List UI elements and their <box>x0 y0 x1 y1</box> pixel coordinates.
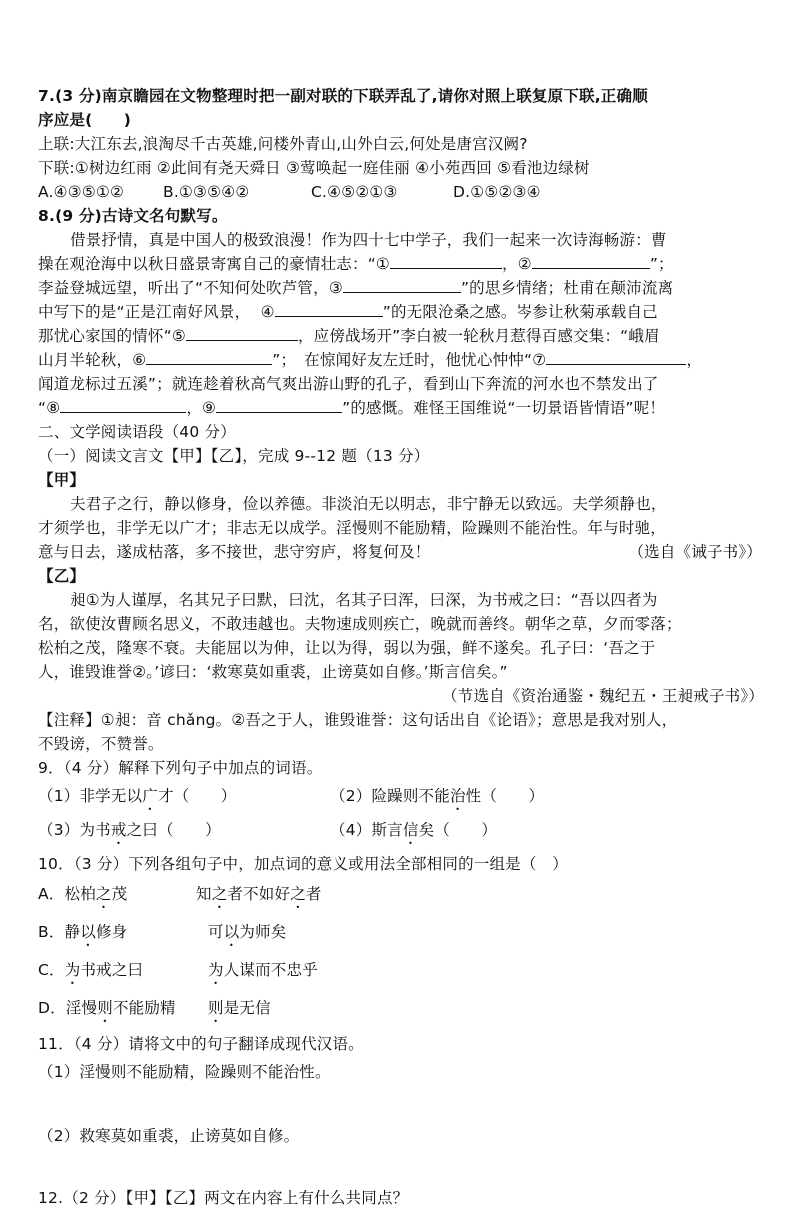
q8-line7: 闻道龙标过五溪”；就连趁着秋高气爽出游山野的孔子，看到山下奔流的河水也不禁发出了 <box>38 375 659 393</box>
q10-option-d: D．淫慢则不能励精 则是无信 <box>38 999 271 1017</box>
q8-line8: “⑧ ，⑨ ”的感慨。难怪王国维说“一切景语皆情语”呢！ <box>38 396 772 420</box>
note-line1: 【注释】①昶：音 chǎng。②吾之于人，谁毁谁誉：这句话出自《论语》；意思是我对别人， <box>38 711 678 729</box>
section-2-title: 二、文学阅读语段（40 分） <box>38 423 236 441</box>
answer-blank-7[interactable] <box>546 348 686 365</box>
answer-blank-5[interactable] <box>186 324 298 341</box>
passage-yi-line4: 人，谁毁谁誉②。’谚曰：‘救寒莫如重裘，止谤莫如自修。’斯言信矣。” <box>38 663 508 681</box>
answer-blank-4[interactable] <box>275 300 383 317</box>
q11-answer-space-2[interactable] <box>38 1148 772 1186</box>
passage-yi-line3: 松柏之茂，隆寒不衰。夫能屈以为伸，让以为得，弱以为强，鲜不遂矣。孔子曰：‘吾之于 <box>38 639 656 657</box>
q8-line4: 中写下的是“正是江南好风景， ④ ”的无限沧桑之感。岑参让秋菊承载自己 <box>38 300 772 324</box>
dotted-word: 信 <box>402 821 419 839</box>
passage-jia-source: （选自《诫子书》） <box>628 543 762 561</box>
q10-option-a: A．松柏之茂 知之者不如好之者 <box>38 885 322 903</box>
passage-yi-label: 【乙】 <box>38 567 86 585</box>
q11-sentence2: （2）救寒莫如重裘，止谤莫如自修。 <box>38 1127 300 1145</box>
q8-line2: 操在观沧海中以秋日盛景寄寓自己的豪情壮志：“① ，② ”； <box>38 252 772 276</box>
q10-option-c: C．为书戒之曰 为人谋而不忠乎 <box>38 961 318 979</box>
q7-option-d: D.①⑤②③④ <box>453 183 541 201</box>
q9-row1: （1）非学无以广才（ ） （2）险躁则不能治性（ ） <box>38 787 545 805</box>
q7-options <box>38 180 772 204</box>
passage-yi-line1: 昶①为人谨厚，名其兄子曰默，曰沈，名其子曰浑，曰深，为书戒之曰：“吾以四者为 <box>70 591 658 609</box>
q10-option-b: B．静以修身 可以为师矣 <box>38 923 287 941</box>
dotted-word: 广 <box>142 787 158 805</box>
q8-line3: 李益登城远望，听出了“不知何处吹芦管，③ ”的思乡情绪；杜甫在颠沛流离 <box>38 276 772 300</box>
q9-row2: （3）为书戒之曰（ ） （4）斯言信矣（ ） <box>38 821 498 839</box>
answer-blank-6[interactable] <box>146 348 272 365</box>
q8-line5: 那忧心家国的情怀“⑤ ，应傍战场开”李白被一轮秋月惹得百感交集：“峨眉 <box>38 324 772 348</box>
q7-option-a: A.④③⑤①② <box>38 183 125 201</box>
answer-blank-8[interactable] <box>60 396 186 413</box>
q8-line6: 山月半轮秋，⑥ ”； 在惊闻好友左迁时，他忧心忡忡“⑦ ， <box>38 348 772 372</box>
passage-jia-line2: 才须学也，非学无以广才；非志无以成学。淫慢则不能励精，险躁则不能治性。年与时驰， <box>38 519 667 537</box>
q7-stem-line1: 7.(3 分)南京瞻园在文物整理时把一副对联的下联弄乱了,请你对照上联复原下联,正确顺 <box>38 87 648 105</box>
q7-upper-couplet: 上联:大江东去,浪淘尽千古英雄,问楼外青山,山外白云,何处是唐宫汉阙? <box>38 135 528 153</box>
passage-jia-line3: 意与日去，遂成枯落，多不接世，悲守穷庐，将复何及！ （选自《诫子书》） <box>38 540 772 564</box>
answer-blank-1[interactable] <box>390 252 502 269</box>
q8-line1: 借景抒情，真是中国人的极致浪漫！作为四十七中学子，我们一起来一次诗海畅游：曹 <box>70 231 667 249</box>
answer-blank-3[interactable] <box>343 276 461 293</box>
q11-sentence1: （1）淫慢则不能励精，险躁则不能治性。 <box>38 1063 331 1081</box>
answer-blank-9[interactable] <box>216 396 342 413</box>
passage-jia-line1: 夫君子之行，静以修身，俭以养德。非淡泊无以明志，非宁静无以致远。夫学须静也， <box>70 495 667 513</box>
dotted-word: 戒 <box>110 821 127 839</box>
q12-stem: 12.（2 分）【甲】【乙】两文在内容上有什么共同点？ <box>38 1189 409 1207</box>
answer-blank-2[interactable] <box>532 252 650 269</box>
q11-stem: 11．（4 分）请将文中的句子翻译成现代汉语。 <box>38 1035 364 1053</box>
passage-yi-line2: 名，欲使汝曹顾名思义，不敢违越也。夫物速成则疾亡，晚就而善终。朝华之草，夕而零落； <box>38 615 682 633</box>
q7-option-b: B.①③⑤④② <box>163 183 250 201</box>
passage-yi-source: （节选自《资治通鉴・魏纪五・王昶戒子书》） <box>442 687 764 705</box>
section-2-sub1: （一）阅读文言文【甲】【乙】，完成 9--12 题（13 分） <box>38 447 430 465</box>
q7-stem-line2: 序应是( ) <box>38 111 132 129</box>
q7-option-c: C.④⑤②①③ <box>311 183 398 201</box>
q7-lower-couplet: 下联:①树边红雨 ②此间有尧天舜日 ③莺唤起一庭佳丽 ④小苑西回 ⑤看池边绿树 <box>38 159 590 177</box>
q9-stem: 9．（4 分）解释下列句子中加点的词语。 <box>38 759 323 777</box>
note-line2: 不毁谤，不赞誉。 <box>38 735 164 753</box>
q11-answer-space-1[interactable] <box>38 1084 772 1124</box>
passage-jia-label: 【甲】 <box>38 471 86 489</box>
q8-stem: 8.(9 分)古诗文名句默写。 <box>38 207 228 225</box>
q10-stem: 10．（3 分）下列各组句子中，加点词的意义或用法全部相同的一组是（ ） <box>38 855 568 873</box>
dotted-word: 治 <box>449 787 466 805</box>
